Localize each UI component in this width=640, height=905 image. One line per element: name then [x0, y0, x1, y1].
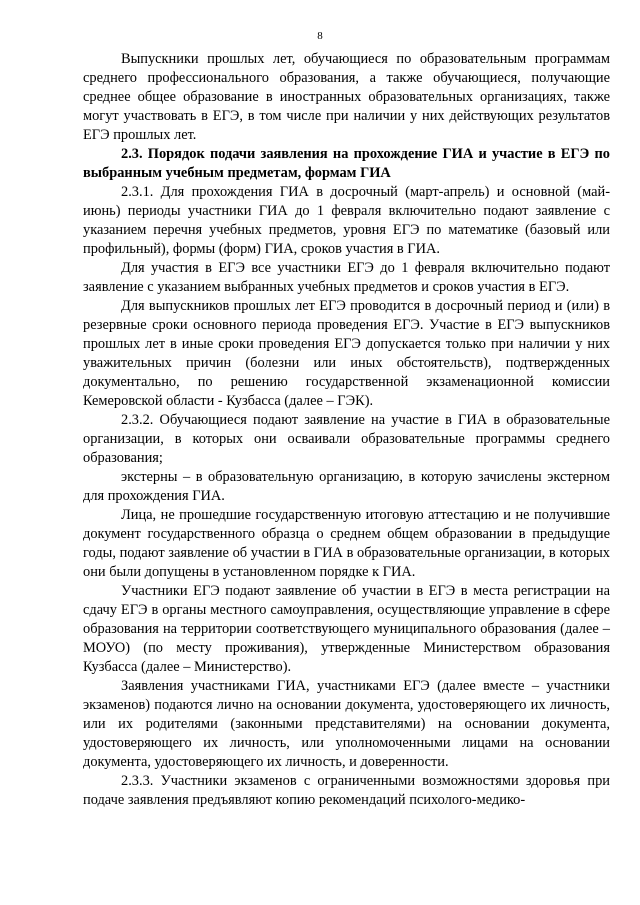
page-number: 8 [317, 30, 323, 42]
paragraph-2-3-3: 2.3.3. Участники экзаменов с ограниченными возможностями здоровья при подаче заявления предъявляют копию рекомендаций психолого-медико- [83, 773, 610, 808]
paragraph-2-3-1: 2.3.1. Для прохождения ГИА в досрочный (март-апрель) и основной (май-июнь) периоды участники ГИА до 1 февраля включительно подают заявление с указанием перечня учебных предметов, уровня ЕГЭ по математике (базовый или профильный), формы (форм) ГИА, сроков участия в ГИА. [83, 184, 610, 257]
paragraph-application-submission: Заявления участниками ГИА, участниками ЕГЭ (далее вместе – участники экзаменов) подаются лично на основании документа, удостоверяющего их личность, или их родителями (законными представителями) на основании документа, удостоверяющего их личность, или уполномоченными лицами на основании документа, удостоверяющего их личность, и доверенности. [83, 678, 610, 770]
section-heading-2-3: 2.3. Порядок подачи заявления на прохождение ГИА и участие в ЕГЭ по выбранным учебным предметам, формам ГИА [83, 146, 610, 181]
document-body [83, 50, 610, 810]
paragraph-external-students: экстерны – в образовательную организацию, в которую зачислены экстерном для прохождения ГИА. [83, 469, 610, 504]
paragraph-graduates-past-years: Выпускники прошлых лет, обучающиеся по образовательным программам среднего профессионального образования, а также обучающиеся, получающие среднее общее образование в иностранных образовательных организациях, также могут участвовать в ЕГЭ, в том числе при наличии у них действующих результатов ЕГЭ прошлых лет. [83, 51, 610, 143]
paragraph-ege-registration-places: Участники ЕГЭ подают заявление об участии в ЕГЭ в места регистрации на сдачу ЕГЭ в органы местного самоуправления, осуществляющие управление в сфере образования на территории соответствующего муниципального образования (далее – МОУО) (по месту проживания), утвержденные Министерством образования Кузбасса (далее – Министерство). [83, 583, 610, 675]
paragraph-persons-without-certificate: Лица, не прошедшие государственную итоговую аттестацию и не получившие документ государственного образца о среднем общем образовании в предыдущие годы, подают заявление об участии в ГИА в образовательные организации, в которых они были допущены в установленном порядке к ГИА. [83, 507, 610, 580]
paragraph-ege-application: Для участия в ЕГЭ все участники ЕГЭ до 1 февраля включительно подают заявление с указанием выбранных учебных предметов и сроков участия в ЕГЭ. [83, 260, 610, 295]
paragraph-past-graduates-terms: Для выпускников прошлых лет ЕГЭ проводится в досрочный период и (или) в резервные сроки основного периода проведения ЕГЭ. Участие в ЕГЭ выпускников прошлых лет в иные сроки проведения ЕГЭ допускается только при наличии у них уважительных причин (болезни или иных обстоятельств), подтвержденных документально, по решению государственной экзаменационной комиссии Кемеровской области - Кузбасса (далее – ГЭК). [83, 298, 610, 409]
paragraph-2-3-2: 2.3.2. Обучающиеся подают заявление на участие в ГИА в образовательные организации, в которых они осваивали образовательные программы среднего образования; [83, 412, 610, 466]
